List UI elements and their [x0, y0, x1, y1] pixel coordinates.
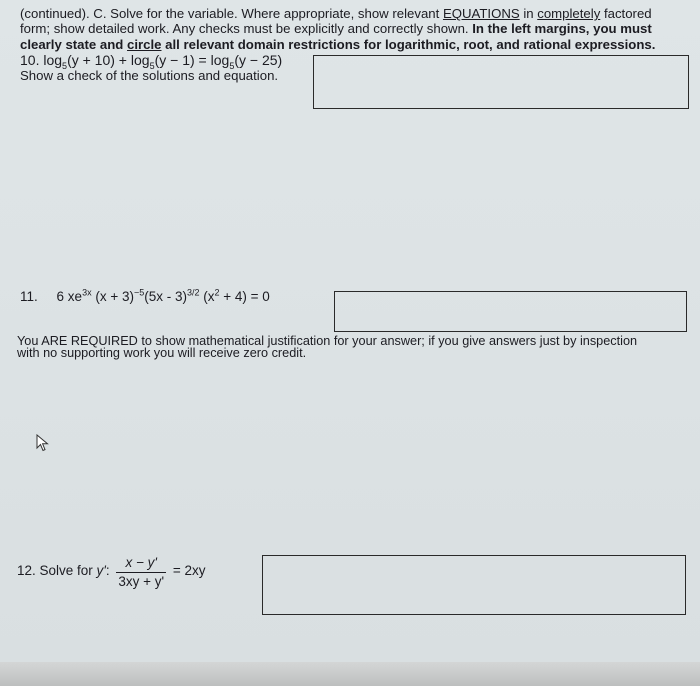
exponent: 2	[214, 287, 220, 298]
instructions-text: factored	[600, 6, 652, 21]
log-argument: (y − 25)	[234, 52, 283, 68]
exponent: −5	[133, 287, 145, 298]
problem-10-equation	[20, 52, 283, 71]
instructions-bold-text: In the left margins, you must	[472, 21, 652, 36]
factor: (5x - 3)	[144, 289, 187, 304]
problem-11-equation	[20, 287, 270, 304]
factor: (x	[199, 289, 215, 304]
problem-11-answer-box[interactable]	[334, 291, 687, 332]
log-term: log	[210, 52, 230, 68]
log-base: 5	[149, 60, 155, 71]
variable: y'	[96, 563, 106, 579]
exponent: 3x	[82, 287, 92, 298]
log-argument: (y − 1)	[154, 52, 195, 68]
problem-10-answer-box[interactable]	[313, 55, 689, 109]
problem-11-note-line-1: You ARE REQUIRED to show mathematical justification for your answer; if you give answers just by inspection	[17, 334, 638, 348]
log-base: 5	[229, 60, 235, 71]
factor: (x + 3)	[91, 289, 134, 304]
instructions-text: form; show detailed work. Any checks must be explicitly and correctly shown.	[20, 21, 473, 36]
instructions-text: (continued). C. Solve for the variable. Where appropriate, show relevant	[20, 6, 443, 21]
problem-12-answer-box[interactable]	[262, 555, 686, 615]
equals-sign: =	[194, 52, 211, 68]
fraction-denominator: 3xy + y'	[118, 574, 165, 589]
completely-word: completely	[537, 6, 601, 21]
problem-12-label: 12. Solve for	[17, 563, 97, 579]
instructions-text: in	[519, 6, 538, 21]
instructions-line-3	[20, 38, 655, 52]
mouse-pointer-icon	[36, 434, 50, 457]
instructions-bold-text: clearly state and	[20, 37, 128, 52]
problem-11-number: 11.	[20, 289, 38, 304]
problem-12-equation	[17, 554, 206, 589]
problem-10-number: 10.	[20, 52, 40, 68]
fraction-numerator: x − y'	[116, 555, 166, 573]
exponent: 3/2	[187, 287, 200, 298]
equations-word: EQUATIONS	[442, 6, 520, 21]
circle-word: circle	[127, 37, 162, 52]
log-term: log	[43, 52, 63, 68]
problem-11-note-line-2: with no supporting work you will receive zero credit.	[17, 346, 307, 360]
plus-sign: +	[114, 52, 131, 68]
instructions-line-1	[20, 7, 652, 21]
page-bottom-edge	[0, 662, 700, 686]
instructions-line-2	[20, 22, 652, 36]
fraction	[116, 555, 166, 590]
right-hand-side: = 2xy	[169, 563, 206, 579]
log-argument: (y + 10)	[67, 52, 115, 68]
colon: :	[105, 563, 110, 579]
coefficient: 6 xe	[56, 289, 83, 304]
instructions-bold-text: all relevant domain restrictions for logarithmic, root, and rational expressions.	[161, 37, 656, 52]
factor: + 4) = 0	[219, 289, 270, 304]
problem-10-check-text: Show a check of the solutions and equation.	[20, 68, 279, 83]
log-term: log	[130, 52, 150, 68]
log-base: 5	[62, 60, 68, 71]
